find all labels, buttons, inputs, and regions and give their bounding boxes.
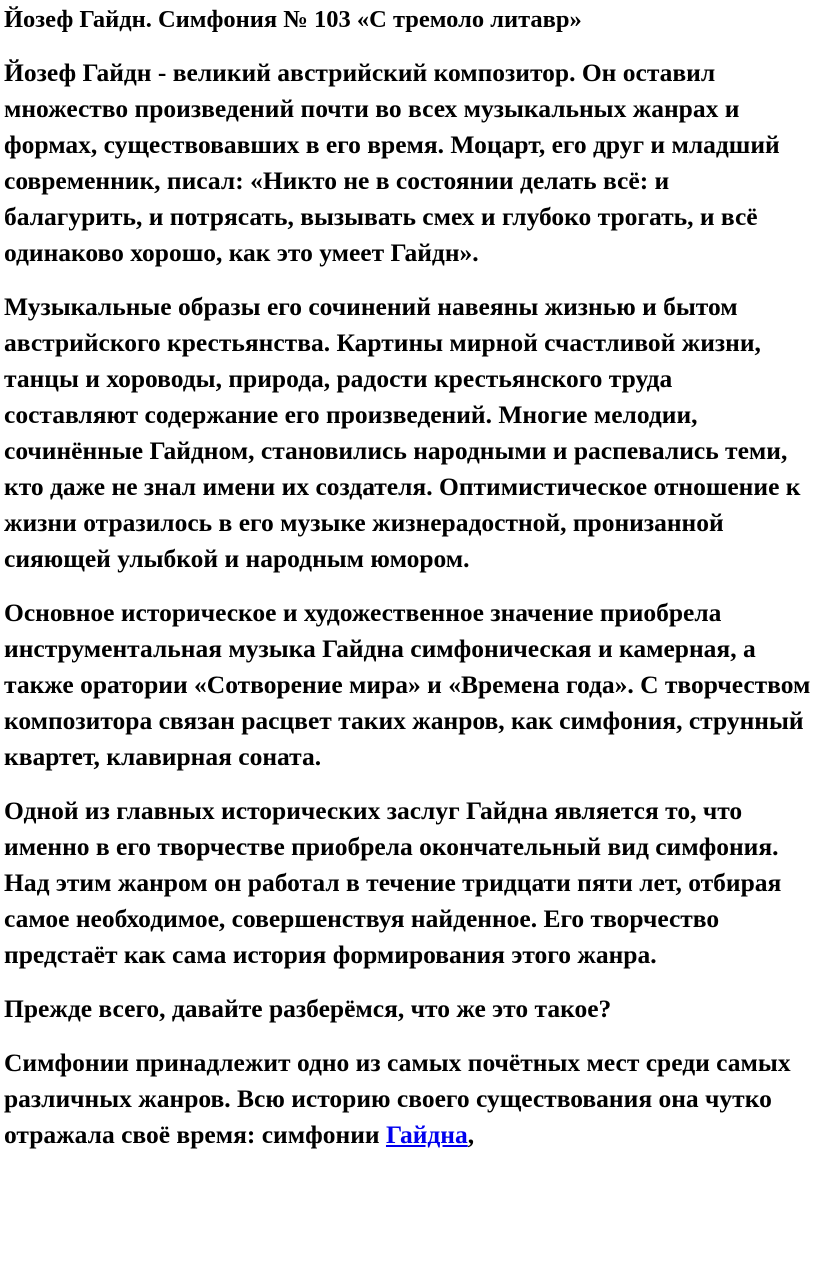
paragraph-images: Музыкальные образы его сочинений навеяны жизнью и бытом австрийского крестьянства. Картины мирной счастливой жизни, танцы и хороводы, природа, радости крестьянского труда составляют содержание его произведений. Многие мелодии, сочинённые Гайдном, становились народными и распевались теми, кто даже не знал имени их создателя. Оптимистическое отношение к жизни отразилось в его музыке жизнерадостной, пронизанной сияющей улыбкой и народным юмором.: [4, 292, 801, 573]
paragraph-question: Прежде всего, давайте разберёмся, что же это такое?: [4, 994, 612, 1023]
paragraph-symphony-merit: Одной из главных исторических заслуг Гайдна является то, что именно в его творчестве приобрела окончательный вид симфония. Над этим жанром он работал в течение тридцати пяти лет, отбирая самое необходимое, совершенствуя найденное. Его творчество предстаёт как сама история формирования этого жанра.: [4, 796, 782, 969]
paragraph-significance: Основное историческое и художественное значение приобрела инструментальная музыка Гайдна симфоническая и камерная, а также оратории «Сотворение мира» и «Времена года». С творчеством композитора связан расцвет таких жанров, как симфония, струнный квартет, клавирная соната.: [4, 598, 811, 771]
document-title: Йозеф Гайдн. Симфония № 103 «С тремоло литавр»: [4, 6, 582, 33]
paragraph-punctuation: ,: [467, 1120, 475, 1149]
paragraph-intro: Йозеф Гайдн - великий австрийский композитор. Он оставил множество произведений почти во всех музыкальных жанрах и формах, существовавших в его время. Моцарт, его друг и младший современник, писал: «Никто не в состоянии делать всё: и балагурить, и потрясать, вызывать смех и глубоко трогать, и всё одинаково хорошо, как это умеет Гайдн».: [4, 58, 780, 267]
paragraph-text: Симфонии принадлежит одно из самых почётных мест среди самых различных жанров. Всю историю своего существования она чутко отражала своё время: симфонии: [4, 1048, 791, 1149]
paragraph-symphony-place: [4, 1045, 812, 1153]
haydn-link[interactable]: Гайдна: [385, 1120, 468, 1149]
